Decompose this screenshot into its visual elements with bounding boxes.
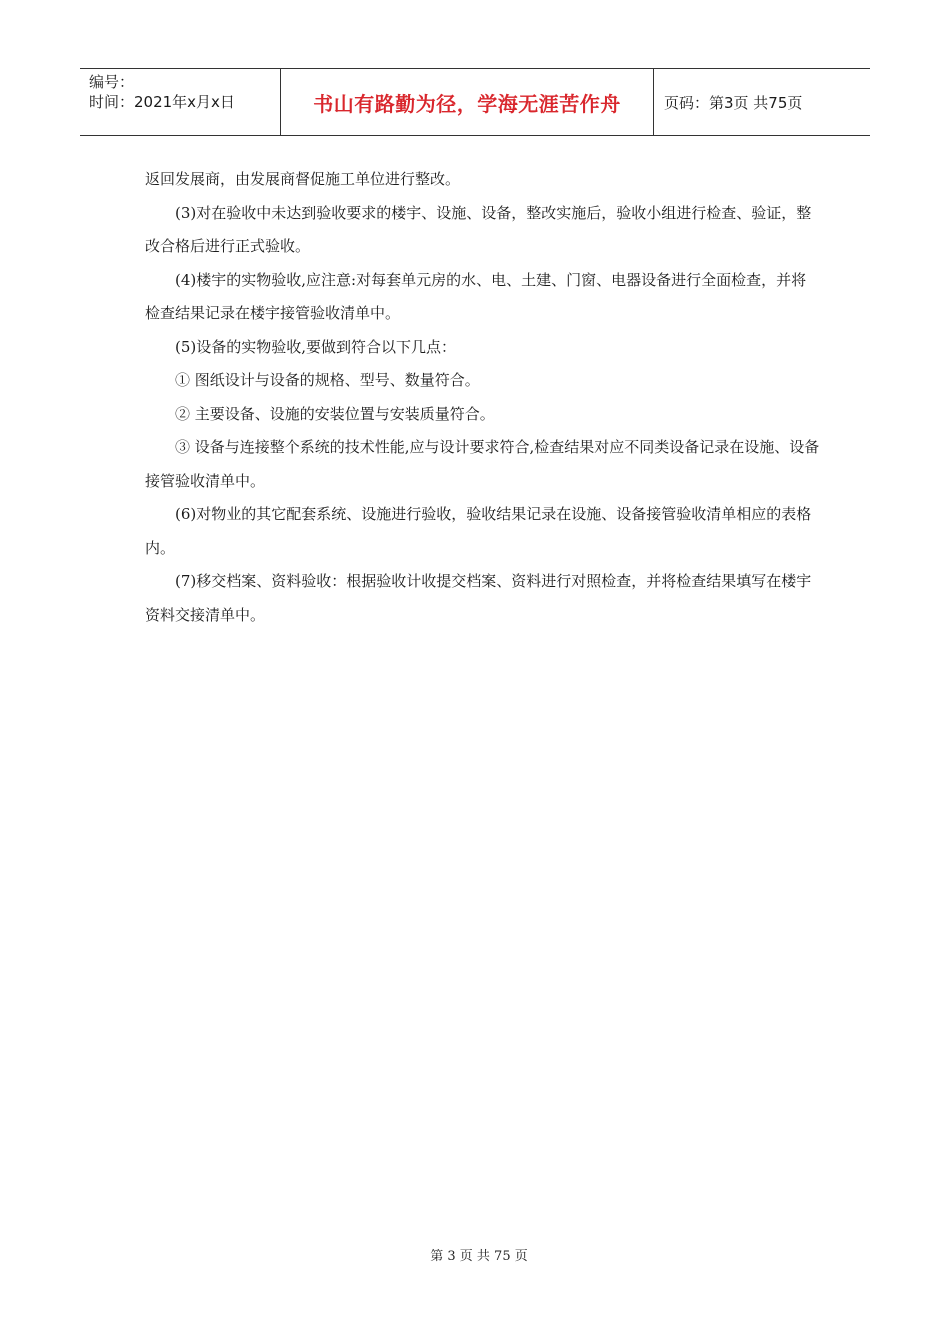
document-code-label: 编号： — [89, 73, 135, 91]
paragraph-item-7: (7)移交档案、资料验收：根据验收计收提交档案、资料进行对照检查，并将检查结果填写在楼宇资料交接清单中。 — [145, 572, 812, 624]
header-motto: 书山有路勤为径，学海无涯苦作舟 — [281, 69, 654, 135]
sub-item-2: ② 主要设备、设施的安装位置与安装质量符合。 — [175, 404, 495, 423]
paragraph-item-3: (3)对在验收中未达到验收要求的楼宇、设施、设备，整改实施后，验收小组进行检查、验证，整改合格后进行正式验收。 — [145, 203, 812, 255]
document-date: 时间：2021年x月x日 — [89, 93, 235, 111]
header-page-info: 页码：第3页 共75页 — [664, 93, 803, 112]
paragraph-item-6: (6)对物业的其它配套系统、设施进行验收，验收结果记录在设施、设备接管验收清单相应的表格内。 — [145, 505, 812, 557]
header-meta — [80, 69, 281, 135]
paragraph-continuation: 返回发展商，由发展商督促施工单位进行整改。 — [145, 170, 461, 188]
sub-item-1: ① 图纸设计与设备的规格、型号、数量符合。 — [175, 371, 480, 389]
page-footer: 第 3 页 共 75 页 — [430, 1249, 528, 1264]
page-header — [80, 68, 870, 136]
sub-item-3: ③ 设备与连接整个系统的技术性能,应与设计要求符合,检查结果对应不同类设备记录在设施、设备接管验收清单中。 — [145, 438, 820, 490]
document-body — [145, 163, 820, 632]
paragraph-item-5: (5)设备的实物验收,要做到符合以下几点： — [175, 337, 457, 356]
paragraph-item-4: (4)楼宇的实物验收,应注意:对每套单元房的水、电、土建、门窗、电器设备进行全面检查，并将检查结果记录在楼宇接管验收清单中。 — [145, 270, 807, 322]
